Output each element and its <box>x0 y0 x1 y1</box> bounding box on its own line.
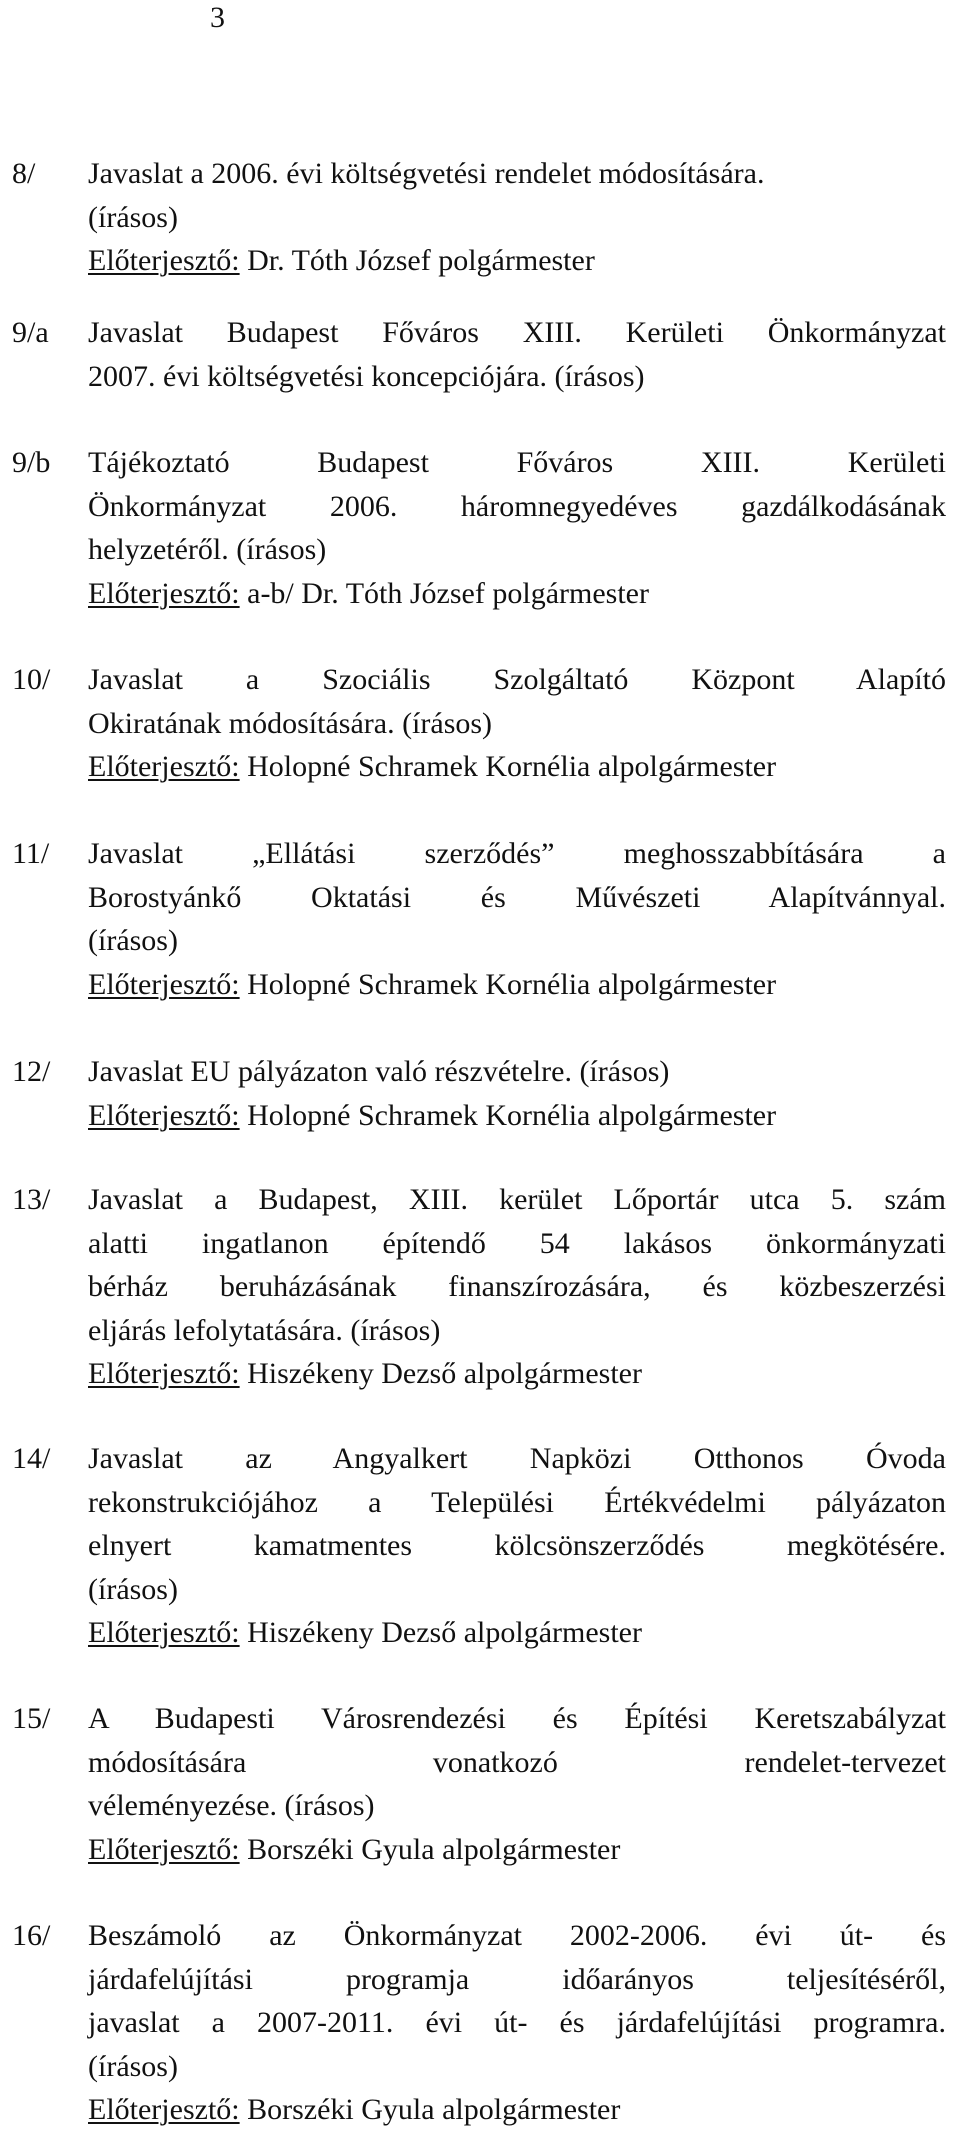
presenter-name: Dr. Tóth József polgármester <box>247 244 595 277</box>
item-text-line: Javaslat a 2006. évi költségvetési rendelet módosítására. <box>88 157 765 190</box>
item-text-line: (írásos) <box>88 200 178 234</box>
item-text-line: Javaslat az Angyalkert Napközi Otthonos Óvoda <box>88 1442 946 1475</box>
item-text-line: járdafelújítási programja időarányos teljesítéséről, <box>88 1962 946 1996</box>
presenter-label: Előterjesztő: <box>88 244 240 277</box>
item-text-line: Javaslat a Budapest, XIII. kerület Lőportár utca 5. szám <box>88 1183 946 1216</box>
presenter-name: Borszéki Gyula alpolgármester <box>247 1832 621 1866</box>
presenter-label: Előterjesztő: <box>88 576 240 610</box>
item-text-line: Javaslat „Ellátási szerződés” meghosszabbítására a <box>88 837 946 870</box>
item-text-line: Borostyánkő Oktatási és Művészeti Alapítvánnyal. <box>88 880 946 914</box>
item-text-line: A Budapesti Városrendezési és Építési Keretszabályzat <box>88 1702 946 1735</box>
item-text-line: Javaslat EU pályázaton való részvételre. (írásos) <box>88 1055 670 1088</box>
presenter-label: Előterjesztő: <box>88 967 240 1001</box>
item-text <box>88 152 946 283</box>
item-number: 15/ <box>12 1702 51 1735</box>
item-text-line: véleményezése. (írásos) <box>88 1789 375 1822</box>
item-text-line: alatti ingatlanon építendő 54 lakásos önkormányzati <box>88 1226 946 1260</box>
item-text-line: elnyert kamatmentes kölcsönszerződés megkötésére. <box>88 1529 946 1562</box>
presenter-line <box>88 1611 946 1655</box>
presenter-line <box>88 745 946 789</box>
item-text-line: (írásos) <box>88 2049 178 2083</box>
item-text-line: Javaslat Budapest Főváros XIII. Kerületi Önkormányzat <box>88 316 946 349</box>
item-text <box>88 311 946 398</box>
item-number: 13/ <box>12 1183 51 1216</box>
presenter-name: a-b/ Dr. Tóth József polgármester <box>247 576 649 610</box>
item-text-line: (írásos) <box>88 1572 178 1606</box>
presenter-label: Előterjesztő: <box>88 1098 240 1132</box>
item-text-line: rekonstrukciójához a Települési Értékvédelmi pályázaton <box>88 1485 946 1519</box>
item-text-line: Javaslat a Szociális Szolgáltató Központ Alapító <box>88 663 946 696</box>
item-text <box>88 1050 946 1137</box>
item-text <box>88 1437 946 1655</box>
item-text-line: 2007. évi költségvetési koncepciójára. (írásos) <box>88 359 645 393</box>
presenter-line <box>88 239 946 283</box>
presenter-label: Előterjesztő: <box>88 1616 240 1649</box>
presenter-name: Hiszékeny Dezső alpolgármester <box>247 1616 642 1649</box>
item-text-line: Önkormányzat 2006. háromnegyedéves gazdálkodásának <box>88 489 946 523</box>
presenter-name: Holopné Schramek Kornélia alpolgármester <box>247 1098 777 1132</box>
presenter-label: Előterjesztő: <box>88 1832 240 1866</box>
item-number: 9/a <box>12 316 49 349</box>
presenter-line <box>88 1828 946 1872</box>
presenter-label: Előterjesztő: <box>88 1357 240 1390</box>
item-number: 12/ <box>12 1055 51 1088</box>
page-number: 3 <box>210 1 225 34</box>
item-text-line: Beszámoló az Önkormányzat 2002-2006. évi út- és <box>88 1919 946 1952</box>
item-text-line: bérház beruházásának finanszírozására, és közbeszerzési <box>88 1270 946 1303</box>
item-text <box>88 1178 946 1396</box>
presenter-name: Holopné Schramek Kornélia alpolgármester <box>247 967 777 1001</box>
item-text <box>88 1914 946 2132</box>
presenter-name: Holopné Schramek Kornélia alpolgármester <box>247 750 777 783</box>
item-text-line: (írásos) <box>88 924 178 957</box>
item-number: 9/b <box>12 446 51 479</box>
item-text <box>88 441 946 615</box>
presenter-name: Borszéki Gyula alpolgármester <box>247 2093 621 2126</box>
item-text-line: eljárás lefolytatására. (írásos) <box>88 1313 441 1347</box>
presenter-line <box>88 963 946 1007</box>
presenter-line <box>88 1094 946 1138</box>
item-text <box>88 832 946 1006</box>
presenter-name: Hiszékeny Dezső alpolgármester <box>247 1357 642 1390</box>
item-number: 11/ <box>12 837 50 870</box>
item-number: 14/ <box>12 1442 51 1475</box>
presenter-line <box>88 1352 946 1396</box>
item-text-line: Tájékoztató Budapest Főváros XIII. Kerületi <box>88 446 946 479</box>
item-text-line: javaslat a 2007-2011. évi út- és járdafelújítási programra. <box>88 2006 946 2039</box>
item-text-line: módosítására vonatkozó rendelet-tervezet <box>88 1745 946 1779</box>
presenter-label: Előterjesztő: <box>88 750 240 783</box>
item-number: 10/ <box>12 663 51 696</box>
presenter-line <box>88 2088 946 2132</box>
presenter-line <box>88 572 946 616</box>
item-text <box>88 1697 946 1871</box>
item-text <box>88 658 946 789</box>
item-text-line: helyzetéről. (írásos) <box>88 533 327 566</box>
item-number: 8/ <box>12 157 36 190</box>
item-number: 16/ <box>12 1919 51 1952</box>
item-text-line: Okiratának módosítására. (írásos) <box>88 706 493 740</box>
presenter-label: Előterjesztő: <box>88 2093 240 2126</box>
